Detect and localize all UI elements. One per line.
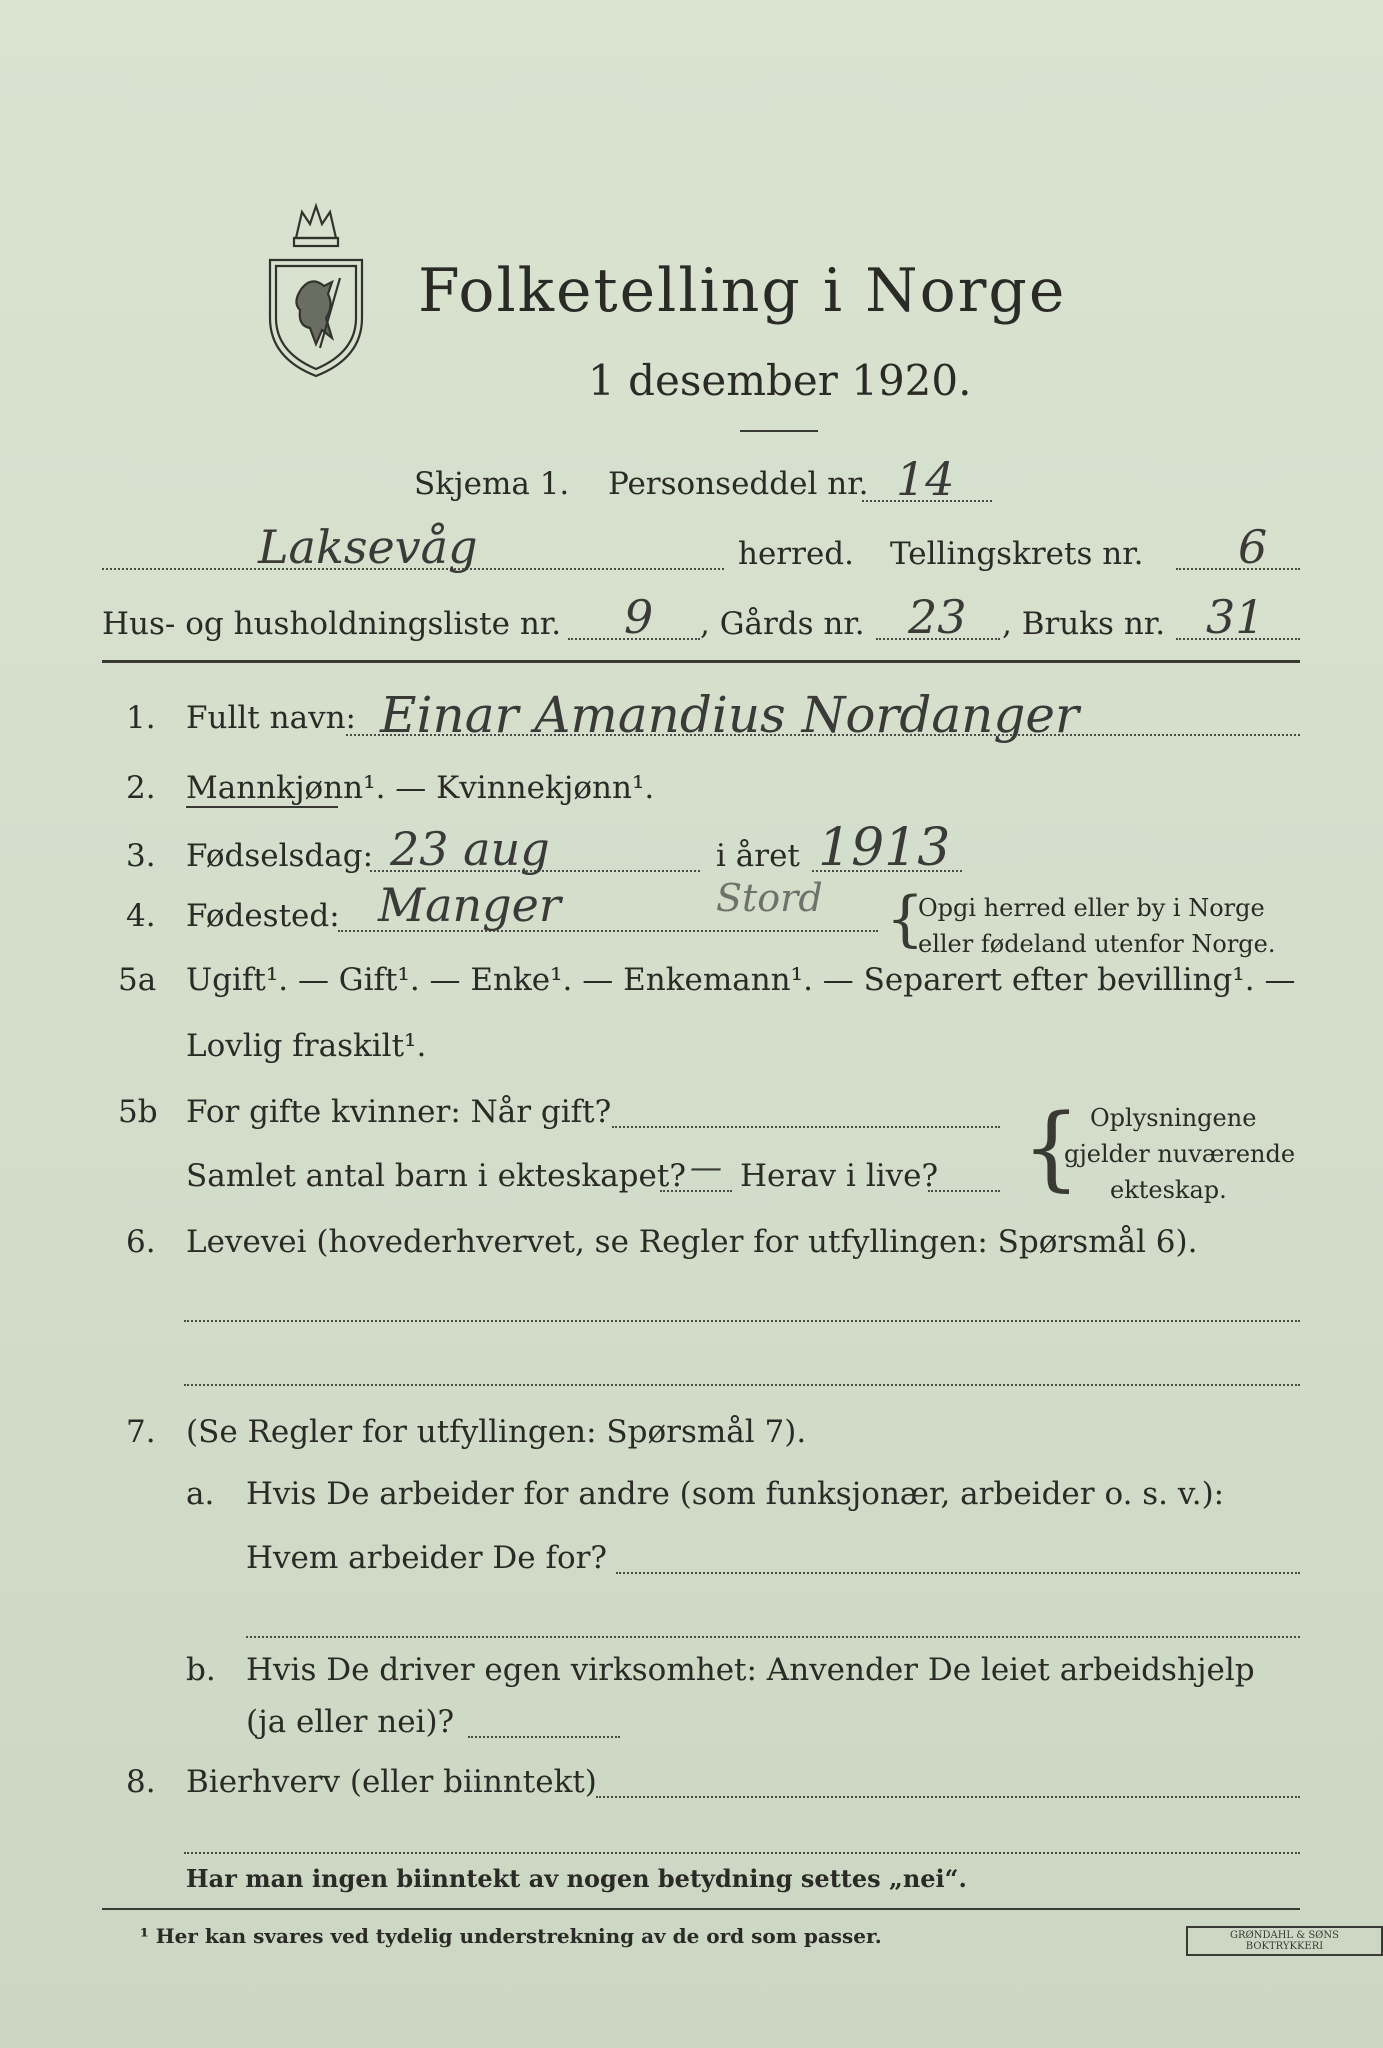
herred-value[interactable]: Laksevåg xyxy=(258,520,478,574)
children-alive-line xyxy=(928,1190,1000,1192)
personseddel-label: Personseddel nr. xyxy=(608,466,869,502)
gender-options[interactable]: Mannkjønn¹. — Kvinnekjønn¹. xyxy=(186,770,655,806)
full-name-value[interactable]: Einar Amandius Nordanger xyxy=(380,686,1079,744)
married-when-label: For gifte kvinner: Når gift? xyxy=(186,1094,612,1130)
q1-number: 1. xyxy=(126,700,156,736)
hus-label: Hus- og husholdningsliste nr. xyxy=(102,606,562,642)
gender-underline xyxy=(186,806,338,808)
q6-number: 6. xyxy=(126,1224,156,1260)
personseddel-value[interactable]: 14 xyxy=(896,452,955,506)
birth-year-value[interactable]: 1913 xyxy=(818,818,951,878)
q4-note-2: eller fødeland utenfor Norge. xyxy=(918,930,1276,958)
footnote: ¹ Her kan svares ved tydelig understrekning av de ord som passer. xyxy=(140,1924,882,1948)
q3-label: Fødselsdag: xyxy=(186,838,374,874)
herred-label: herred. xyxy=(738,536,854,572)
side-income-line-1[interactable] xyxy=(596,1796,1300,1798)
marital-status-options-2[interactable]: Lovlig fraskilt¹. xyxy=(186,1028,427,1064)
hus-value[interactable]: 9 xyxy=(624,590,654,644)
gards-value[interactable]: 23 xyxy=(908,590,967,644)
employer-label: Hvem arbeider De for? xyxy=(246,1540,608,1576)
q2-number: 2. xyxy=(126,770,156,806)
tellingskrets-label: Tellingskrets nr. xyxy=(890,536,1144,572)
footer-rule xyxy=(102,1908,1300,1910)
q8-number: 8. xyxy=(126,1764,156,1800)
q8-note: Har man ingen biinntekt av nogen betydning settes „nei“. xyxy=(186,1864,967,1893)
q1-label: Fullt navn: xyxy=(186,700,356,736)
q5b-note-3: ekteskap. xyxy=(1110,1176,1227,1204)
q7-label: (Se Regler for utfyllingen: Spørsmål 7). xyxy=(186,1414,807,1450)
q5b-number: 5b xyxy=(118,1094,158,1130)
hired-help-line[interactable] xyxy=(468,1736,620,1738)
q5b-note-2: gjelder nuværende xyxy=(1064,1140,1296,1168)
q4-brace: { xyxy=(886,884,925,954)
tellingskrets-value[interactable]: 6 xyxy=(1238,520,1268,574)
coat-of-arms-icon xyxy=(262,198,370,378)
printer-stamp: GRØNDAHL & SØNS BOKTRYKKERI xyxy=(1186,1926,1383,1956)
gards-label: , Gårds nr. xyxy=(700,606,865,642)
q6-label: Levevei (hovederhvervet, se Regler for utfyllingen: Spørsmål 6). xyxy=(186,1224,1198,1260)
hired-help-label: (ja eller nei)? xyxy=(246,1704,455,1740)
q4-note-1: Opgi herred eller by i Norge xyxy=(918,894,1265,922)
children-count-value[interactable]: — xyxy=(690,1148,722,1186)
marital-status-options[interactable]: Ugift¹. — Gift¹. — Enke¹. — Enkemann¹. — Separert efter bevilling¹. — xyxy=(186,962,1296,998)
side-income-line-2[interactable] xyxy=(184,1852,1300,1854)
q7-number: 7. xyxy=(126,1414,156,1450)
q4-label: Fødested: xyxy=(186,898,340,934)
q7b-letter: b. xyxy=(186,1652,216,1688)
children-alive-label: Herav i live? xyxy=(740,1158,939,1194)
occupation-line-1[interactable] xyxy=(184,1320,1300,1322)
form-date: 1 desember 1920. xyxy=(588,356,972,405)
birthday-value[interactable]: 23 aug xyxy=(390,822,550,876)
q7b-line-1: Hvis De driver egen virksomhet: Anvender De leiet arbeidshjelp xyxy=(246,1652,1255,1688)
bruks-value[interactable]: 31 xyxy=(1206,590,1265,644)
q5a-number: 5a xyxy=(118,962,157,998)
employer-line-2[interactable] xyxy=(246,1636,1300,1638)
bruks-label: , Bruks nr. xyxy=(1002,606,1166,642)
birthplace-value-faint[interactable]: Stord xyxy=(716,876,823,920)
occupation-line-2[interactable] xyxy=(184,1384,1300,1386)
married-when-line xyxy=(612,1126,1000,1128)
header-rule xyxy=(102,660,1300,663)
q5b-brace: { xyxy=(1022,1094,1081,1201)
title-divider xyxy=(740,430,818,432)
q3-number: 3. xyxy=(126,838,156,874)
q5b-note-1: Oplysningene xyxy=(1090,1104,1257,1132)
children-count-line xyxy=(660,1190,732,1192)
q7a-line-1: Hvis De arbeider for andre (som funksjonær, arbeider o. s. v.): xyxy=(246,1476,1225,1512)
birthplace-value[interactable]: Manger xyxy=(378,878,561,932)
q3-year-label: i året xyxy=(716,838,800,874)
schema-label: Skjema 1. xyxy=(414,466,570,502)
q8-label: Bierhverv (eller biinntekt) xyxy=(186,1764,597,1800)
q4-number: 4. xyxy=(126,898,156,934)
children-count-label: Samlet antal barn i ekteskapet? xyxy=(186,1158,686,1194)
form-title: Folketelling i Norge xyxy=(418,256,1067,326)
employer-line-1[interactable] xyxy=(616,1572,1300,1574)
q7a-letter: a. xyxy=(186,1476,215,1512)
